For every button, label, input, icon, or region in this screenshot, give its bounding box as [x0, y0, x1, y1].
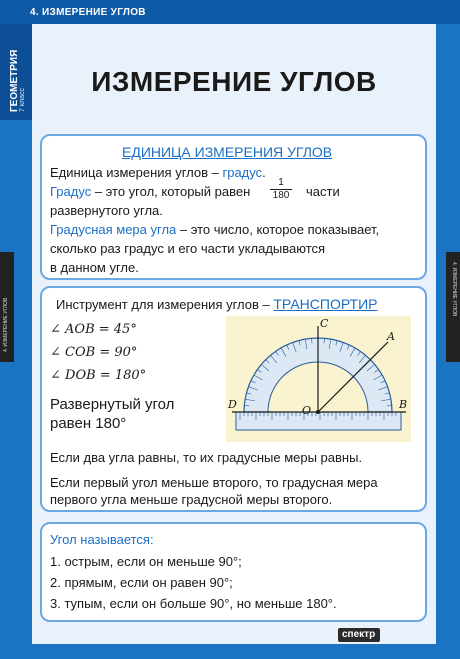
publisher-logo — [338, 628, 380, 642]
rule-less-1: Если первый угол меньше второго, то градусная мера — [50, 475, 378, 490]
top-strip — [0, 0, 460, 24]
point-o — [316, 410, 320, 414]
type-obtuse: 3. тупым, если он больше 90°, но меньше 180°. — [50, 596, 337, 611]
types-heading: Угол называется: — [50, 532, 154, 547]
publisher-logo-text: спектр — [342, 629, 376, 640]
unit-heading: ЕДИНИЦА ИЗМЕРЕНИЯ УГЛОВ — [122, 144, 333, 160]
degree-def-text: – это угол, который равен — [91, 184, 251, 199]
page-title: ИЗМЕРЕНИЕ УГЛОВ — [91, 66, 377, 97]
fraction-numerator: 1 — [270, 177, 292, 190]
side-tab-right — [446, 252, 460, 362]
side-tab-left — [0, 252, 14, 362]
subject-label: ГЕОМЕТРИЯ — [9, 49, 20, 112]
rule-equal: Если два угла равны, то их градусные меры равны. — [50, 450, 363, 465]
protractor-term: ТРАНСПОРТИР — [273, 296, 378, 312]
measure-term: Градусная мера угла — [50, 222, 177, 237]
unit-line-1-text: Единица измерения углов – — [50, 165, 223, 180]
tool-heading-text: Инструмент для измерения углов – — [56, 297, 274, 312]
equation-cob: ∠ COB = 90° — [50, 345, 138, 360]
unit-line-2 — [50, 184, 250, 199]
equation-aob: ∠ AOB = 45° — [50, 322, 137, 337]
equation-dob: ∠ DOB = 180° — [50, 368, 147, 383]
unit-line-4 — [50, 222, 379, 237]
side-tab-right-label: 4. ИЗМЕРЕНИЕ УГЛОВ — [451, 262, 457, 317]
straight-angle-line-2: равен 180° — [50, 415, 127, 432]
protractor-diagram — [226, 316, 411, 442]
subject-band — [0, 24, 32, 120]
tool-heading — [56, 296, 378, 312]
fraction-denominator: 180 — [272, 190, 290, 201]
unit-line-1-end: . — [262, 165, 266, 180]
label-o: O — [302, 404, 312, 417]
straight-angle-line-1: Развернутый угол — [50, 396, 175, 413]
type-right: 2. прямым, если он равен 90°; — [50, 575, 233, 590]
label-b: B — [399, 398, 408, 411]
measure-def-text: – это число, которое показывает, — [176, 222, 380, 237]
unit-line-2-end: части — [306, 184, 340, 199]
side-tab-left-label: 4. ИЗМЕРЕНИЕ УГЛОВ — [3, 297, 9, 352]
topic-tab: 4. ИЗМЕРЕНИЕ УГЛОВ — [30, 7, 146, 18]
unit-line-3: развернутого угла. — [50, 203, 163, 218]
unit-line-6: в данном угле. — [50, 260, 139, 275]
type-acute: 1. острым, если он меньше 90°; — [50, 554, 242, 569]
fraction — [270, 177, 292, 202]
label-c: C — [320, 317, 329, 330]
label-d: D — [228, 398, 237, 411]
degree-term: градус — [222, 165, 263, 180]
unit-line-5: сколько раз градус и его части укладываются — [50, 241, 326, 256]
unit-line-1 — [50, 165, 266, 180]
degree-def-term: Градус — [50, 184, 92, 199]
label-a: A — [387, 330, 395, 343]
rule-less-2: первого угла меньше градусной меры второго. — [50, 492, 333, 507]
grade-label: 7 класс — [19, 88, 26, 112]
